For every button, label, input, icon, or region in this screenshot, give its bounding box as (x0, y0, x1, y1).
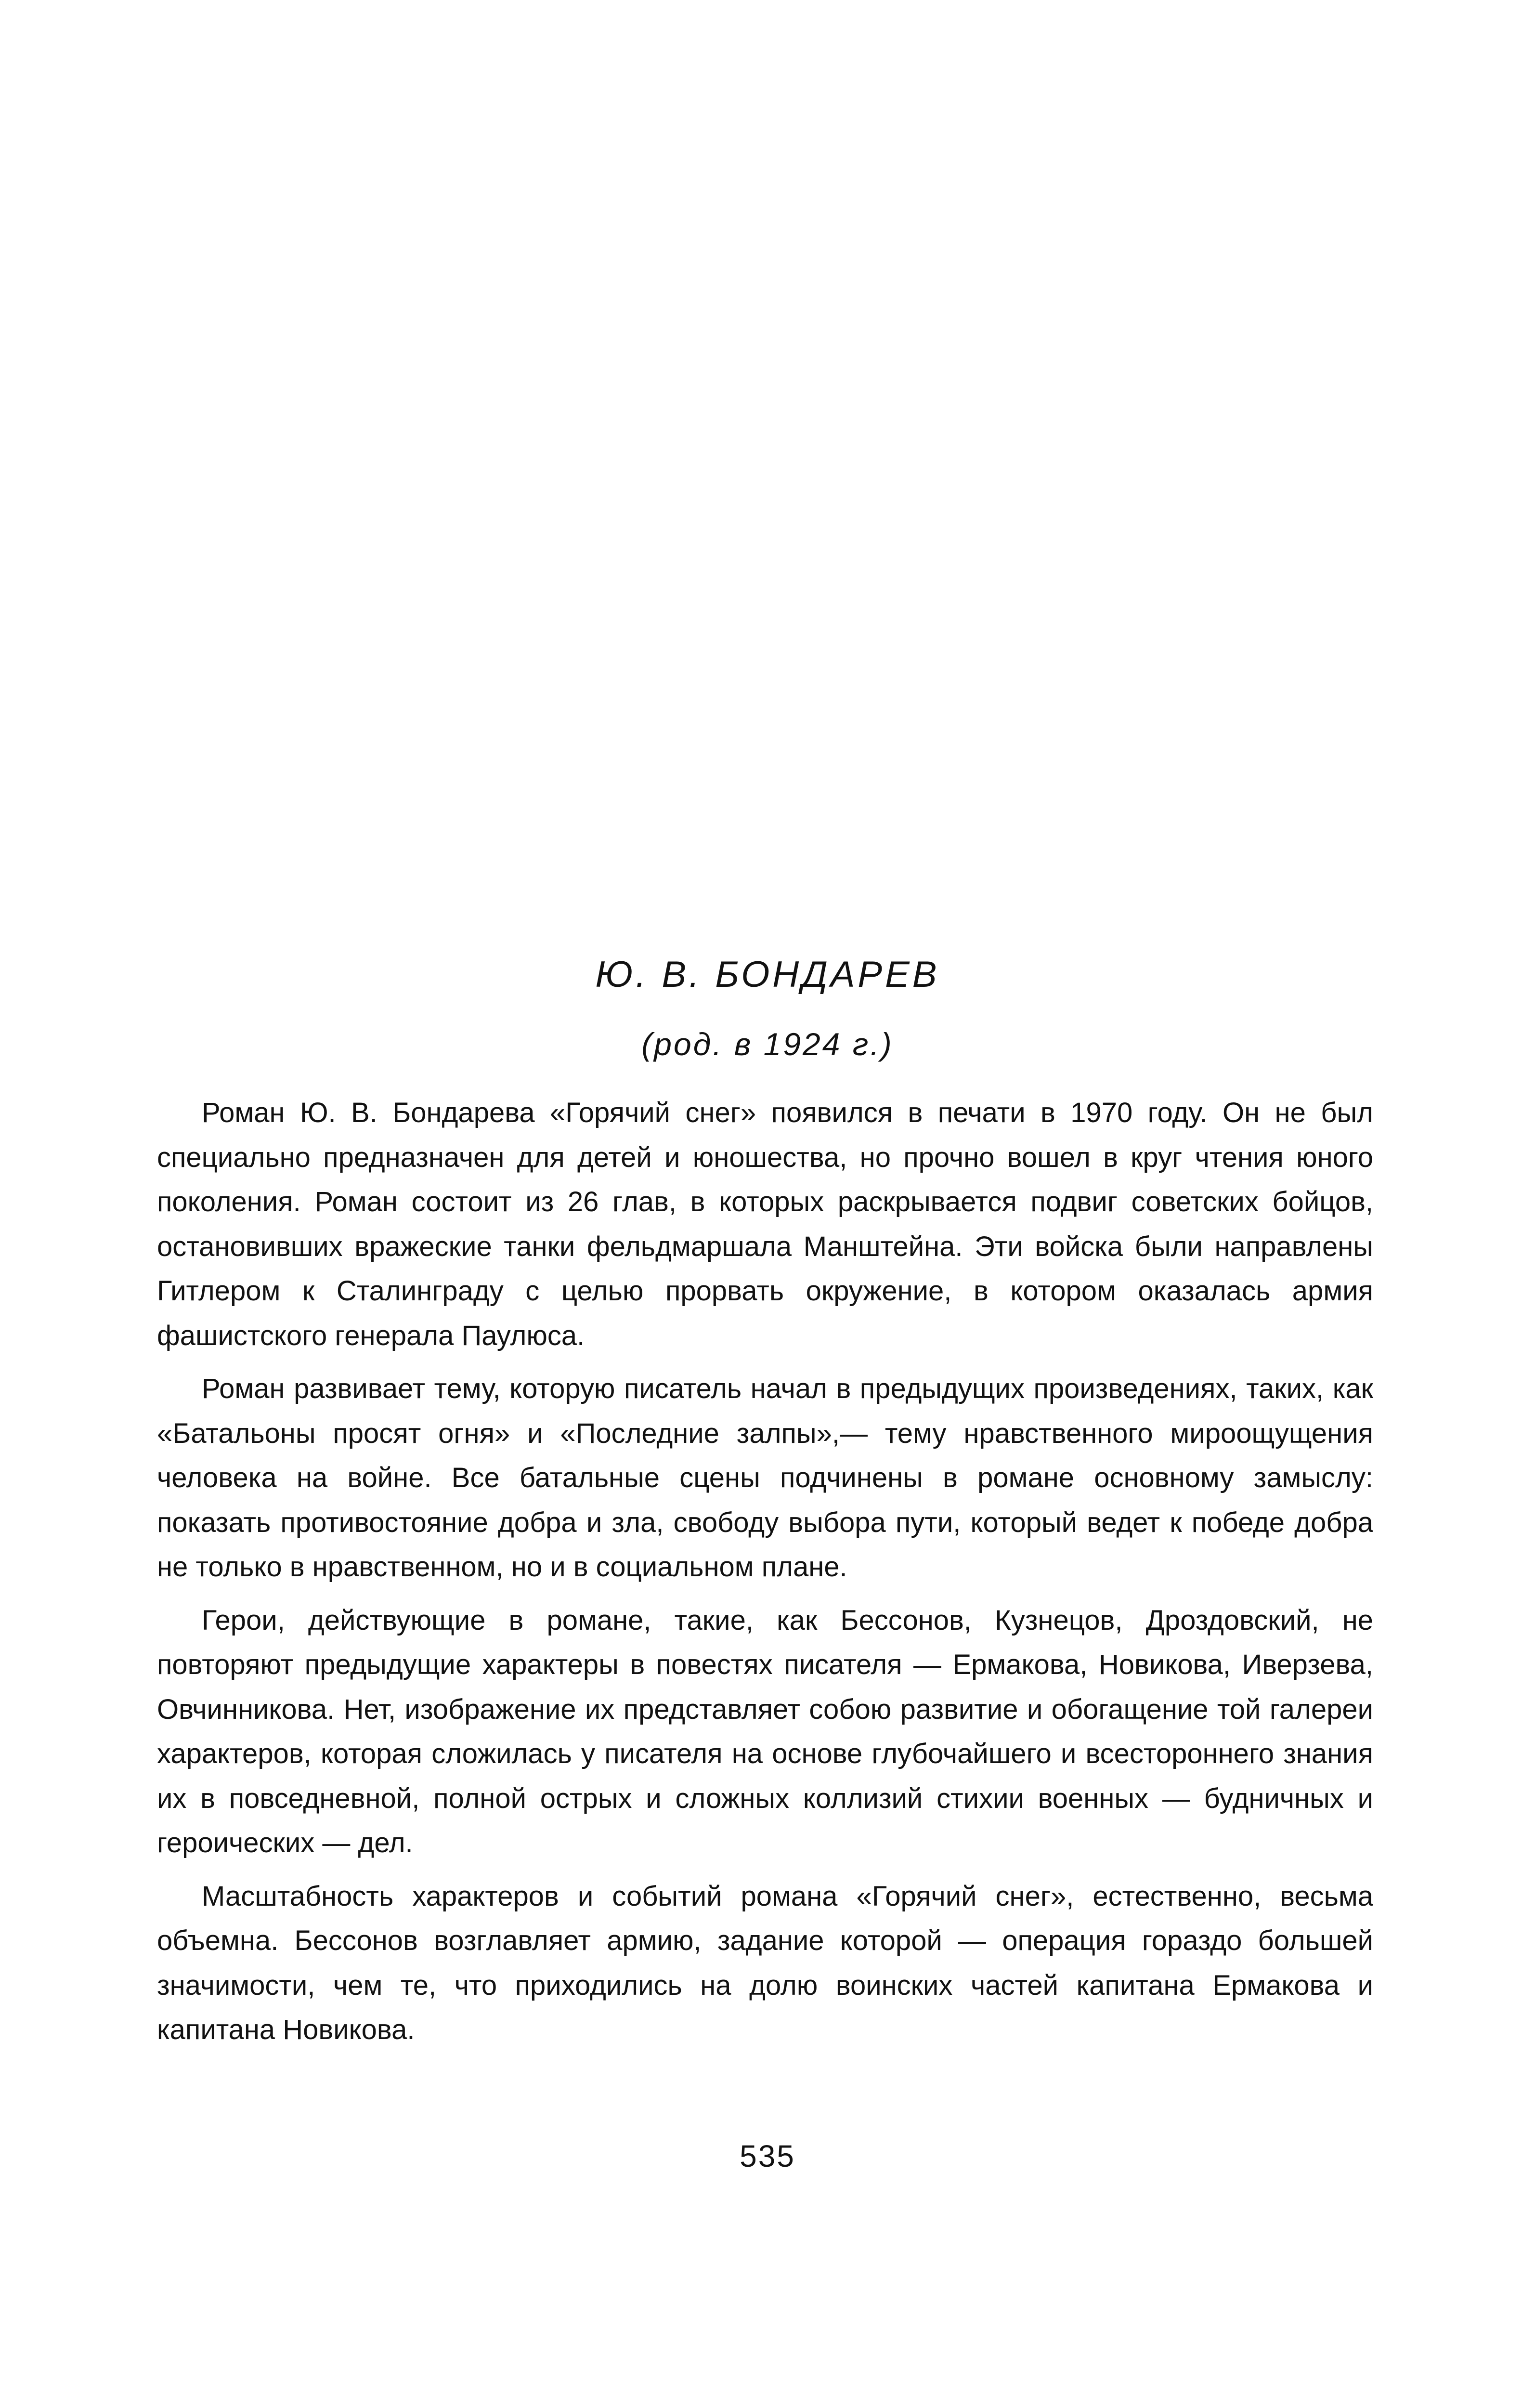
paragraph-3: Герои, действующие в романе, такие, как Бессонов, Кузнецов, Дроздовский, не повторяют предыдущие характеры в повестях писателя — Ермакова, Новикова, Иверзева, Овчинникова. Нет, изображение их представляет собою развитие и обогащение той галереи характеров, которая сложилась у писателя на основе глубочайшего и всестороннего знания их в повседневной, полной острых и сложных коллизий стихии военных — будничных и героических — дел. (157, 1604, 1373, 1858)
life-dates: (род. в 1924 г.) (641, 1026, 894, 1062)
article-body (157, 1091, 1373, 2061)
author-heading: Ю. В. БОНДАРЕВ (595, 954, 940, 995)
paragraph-4: Масштабность характеров и событий романа «Горячий снег», естественно, весьма объемна. Бессонов возглавляет армию, задание которой — операция гораздо большей значимости, чем те, что приходились на долю воинских частей капитана Ермакова и капитана Новикова. (157, 1880, 1373, 2045)
paragraph-1: Роман Ю. В. Бондарева «Горячий снег» появился в печати в 1970 году. Он не был специально предназначен для детей и юношества, но прочно вошел в круг чтения юного поколения. Роман состоит из 26 глав, в которых раскрывается подвиг советских бойцов, остановивших вражеские танки фельдмаршала Манштейна. Эти войска были направлены Гитлером к Сталинграду с целью прорвать окружение, в котором оказалась армия фашистского генерала Паулюса. (157, 1097, 1373, 1351)
page-number: 535 (740, 2139, 795, 2173)
paragraph-2: Роман развивает тему, которую писатель начал в предыдущих произведениях, таких, как «Батальоны просят огня» и «Последние залпы»,— тему нравственного мироощущения человека на войне. Все батальные сцены подчинены в романе основному замыслу: показать противостояние добра и зла, свободу выбора пути, который ведет к победе добра не только в нравственном, но и в социальном плане. (157, 1373, 1373, 1583)
